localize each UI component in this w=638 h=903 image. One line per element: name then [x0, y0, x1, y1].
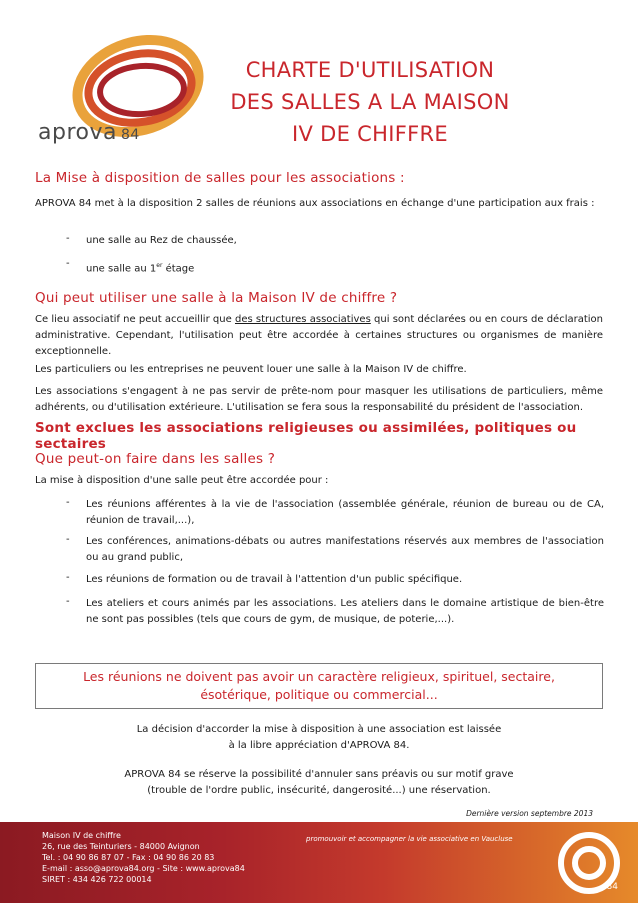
list-item: Les ateliers et cours animés par les associations. Les ateliers dans le domaine artistique de bien-être ne sont pas possibles (tels que cours de gym, de musique, de poterie,...).: [86, 598, 604, 625]
list-item: une salle au 1er étage: [86, 262, 195, 275]
list-item: Les réunions de formation ou de travail à l'attention d'un public spécifique.: [86, 574, 463, 585]
page-title: CHARTE D'UTILISATION DES SALLES A LA MAISON IV DE CHIFFRE: [230, 58, 510, 146]
footer: [0, 822, 638, 903]
bullet-dash: -: [66, 596, 70, 607]
footer-tagline: promouvoir et accompagner la vie associative en Vaucluse: [306, 835, 513, 843]
footer-contact: Maison IV de chiffre 26, rue des Teinturiers - 84000 Avignon Tel. : 04 90 86 87 07 - Fax : 04 90 86 20 83 E-mail : asso@aprova84.org - Site : www.aprova84 SIRET : 434 426 722 00014: [42, 831, 245, 884]
section2-paragraph-3: Les associations s'engagent à ne pas servir de prête-nom pour masquer les utilisations de particuliers, même adhérents, ou d'utilisation extérieure. L'utilisation se fera sous la responsabilité du président de l'association.: [35, 386, 603, 413]
bullet-dash: -: [66, 497, 70, 508]
bullet-dash: -: [66, 258, 70, 269]
list-item: Les réunions afférentes à la vie de l'association (assemblée générale, réunion de bureau ou de CA, réunion de travail,...),: [86, 499, 604, 526]
section2-paragraph-2: Les particuliers ou les entreprises ne peuvent louer une salle à la Maison IV de chiffre.: [35, 364, 467, 375]
reserve-text: APROVA 84 se réserve la possibilité d'annuler sans préavis ou sur motif grave (trouble de l'ordre public, insécurité, dangerosité...) une réservation.: [124, 769, 514, 796]
list-item: Les conférences, animations-débats ou autres manifestations réservés aux membres de l'association ou au grand public,: [86, 536, 604, 563]
footer-logo-number: 84: [606, 882, 618, 892]
bullet-dash: -: [66, 233, 70, 244]
decision-text: La décision d'accorder la mise à disposition à une association est laissée à la libre appréciation d'APROVA 84.: [136, 724, 502, 751]
section2-heading: Qui peut utiliser une salle à la Maison IV de chiffre ?: [35, 290, 398, 306]
exclusion-heading: Sont exclues les associations religieuses ou assimilées, politiques ou sectaires: [35, 420, 577, 452]
bullet-dash: -: [66, 534, 70, 545]
section1-heading: La Mise à disposition de salles pour les associations :: [35, 170, 405, 186]
bullet-dash: -: [66, 572, 70, 583]
section1-paragraph: APROVA 84 met à la disposition 2 salles de réunions aux associations en échange d'une participation aux frais :: [35, 198, 595, 209]
section3-heading: Que peut-on faire dans les salles ?: [35, 451, 276, 467]
version-note: Dernière version septembre 2013: [466, 809, 593, 818]
logo-text: aprova 84: [38, 120, 140, 145]
section2-paragraph-1: Ce lieu associatif ne peut accueillir que des structures associatives qui sont déclarées ou en cours de déclaration administrative. Cependant, l'utilisation peut être accordée à certaines structures ou organismes de manière exceptionnelle.: [35, 314, 603, 357]
section3-intro: La mise à disposition d'une salle peut être accordée pour :: [35, 475, 329, 486]
notice-text: Les réunions ne doivent pas avoir un caractère religieux, spirituel, sectaire, ésotérique, politique ou commercial...: [83, 669, 555, 702]
list-item: une salle au Rez de chaussée,: [86, 235, 237, 246]
